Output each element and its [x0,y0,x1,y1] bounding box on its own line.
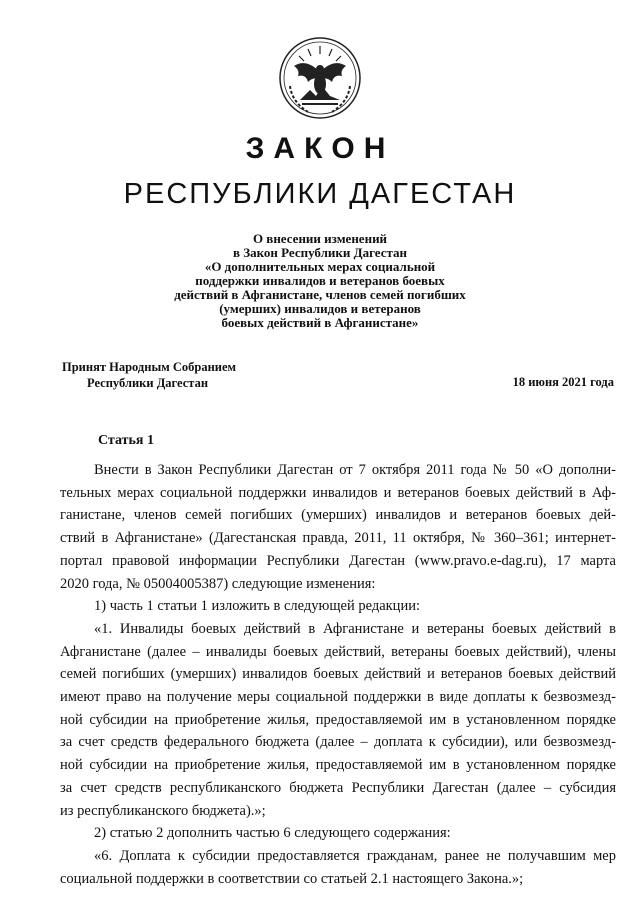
law-heading-line: (умерших) инвалидов и ветеранов [219,301,421,316]
adoption-info [62,359,236,391]
law-heading-line: поддержки инвалидов и ветеранов боевых [195,273,445,288]
adoption-line: Республики Дагестан [87,376,209,390]
article-line: ной субсидии на приобретение жилья, предоставляемой им в установленном порядке [60,757,616,774]
law-heading [120,232,520,330]
document-title: ЗАКОН [245,132,395,165]
adoption-line: Принят Народным Собранием [62,360,237,374]
article-line: 1) часть 1 статьи 1 изложить в следующей редакции: [94,598,420,615]
document-subtitle: РЕСПУБЛИКИ ДАГЕСТАН [123,178,517,210]
article-line: портал правовой информации Республики Дагестан (www.pravo.e-dag.ru), 17 марта [60,552,616,569]
article-line: тельных мерах социальной поддержки инвалидов и ветеранов боевых действий в Аф- [60,484,616,501]
article-line: ганистане, членов семей погибших (умерших) инвалидов и ветеранов боевых дей- [60,507,616,524]
article-line: социальной поддержки в соответствии со статьей 2.1 настоящего Закона.»; [60,870,524,887]
article-title: Статья 1 [98,433,154,448]
article-line: за счет средств республиканского бюджета Республики Дагестан (далее – субсидия [60,779,616,796]
article-line: 2) статью 2 дополнить частью 6 следующего содержания: [94,825,451,842]
article-line: за счет средств федерального бюджета (далее – доплата к субсидии), или безвозмезд- [60,734,616,751]
law-heading-line: действий в Афганистане, членов семей погибших [174,287,466,302]
law-heading-line: боевых действий в Афганистане» [221,315,419,330]
law-heading-line: О внесении изменений [252,231,388,246]
article-line: 2020 года, № 05004005387) следующие изменения: [60,575,376,592]
eagle-emblem-icon [278,36,362,120]
article-line: имеют право на получение меры социальной поддержки в виде доплаты к безвозмезд- [60,689,616,706]
article-line: ствий в Афганистане» (Дагестанская правда, 2011, 11 октября, № 360–361; интернет- [60,530,616,547]
article-line: «1. Инвалиды боевых действий в Афганистане и ветераны боевых действий в [94,620,616,637]
article-line: семей погибших (умерших) инвалидов боевых действий и ветеранов боевых действий [60,666,616,683]
article-line: ной субсидии на приобретение жилья, предоставляемой им в установленном порядке [60,711,616,728]
article-line: Афганистане (далее – инвалиды боевых действий, ветераны боевых действий), члены [60,643,616,660]
law-heading-line: «О дополнительных мерах социальной [204,259,436,274]
article-body [60,459,616,890]
article-line: «6. Доплата к субсидии предоставляется гражданам, ранее не получавшим мер [94,847,616,864]
coat-of-arms-emblem [278,36,362,120]
law-heading-line: в Закон Республики Дагестан [232,245,408,260]
adoption-date: 18 июня 2021 года [512,375,614,389]
article-line: из республиканского бюджета).»; [60,802,266,819]
article-line: Внести в Закон Республики Дагестан от 7 октября 2011 года № 50 «О дополни- [94,462,616,478]
